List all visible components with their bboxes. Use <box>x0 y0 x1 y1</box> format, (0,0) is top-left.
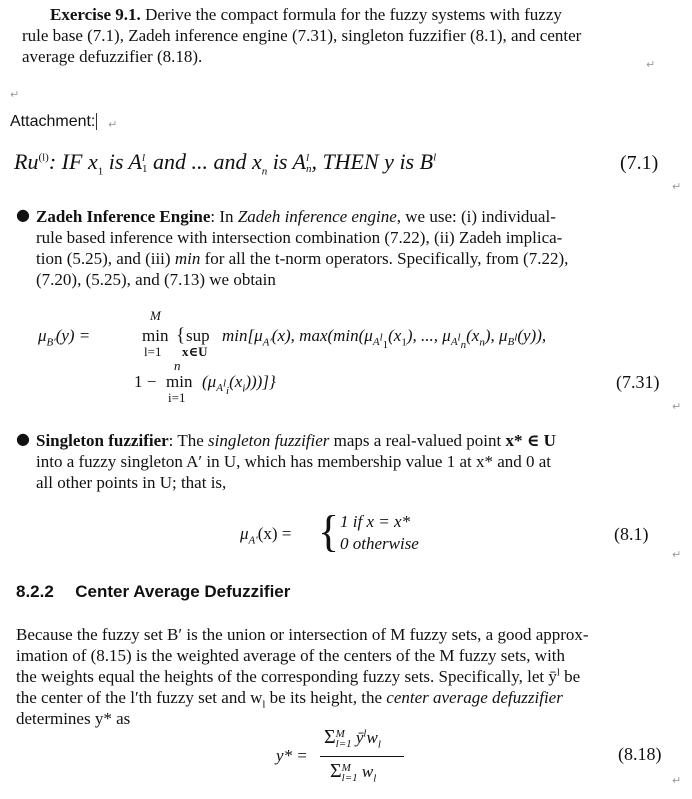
paragraph-mark: ↵ <box>646 58 656 71</box>
exercise-line-2: rule base (7.1), Zadeh inference engine (7.31), singleton fuzzifier (8.1), and center <box>22 26 582 45</box>
section-title: Center Average Defuzzifier <box>75 582 291 601</box>
body-paragraph: Because the fuzzy set B′ is the union or intersection of M fuzzy sets, a good approx- imation of (8.15) is the weighted average of the centers of the M fuzzy sets, with the weights equal the heights of the corresponding fuzzy sets. Specifically, let $ȳ^l$ be the center of the l′th fuzzy set and $w_l$ be its height, the center average defuzzifier determines y* as <box>16 625 589 728</box>
paragraph-mark: ↵ <box>672 774 682 787</box>
exercise-line-3: average defuzzifier (8.18). <box>22 47 203 66</box>
paragraph-mark: ↵ <box>10 88 20 101</box>
zadeh-paragraph: Zadeh Inference Engine: In Zadeh inference engine, we use: (i) individual- rule based inference with intersection combination (7.22), (ii) Zadeh implica- tion (5.25), and (iii) min for all the t-norm operators. Specifically, from (7.22), (7.20), (5.25), and (7.13) we obtain <box>36 207 569 289</box>
singleton-heading: Singleton fuzzifier <box>36 431 169 450</box>
rule-equation: Ru$^{(l)}$: IF $x_1$ is A l 1 and ... and $x_n$ is A l n , THEN y is $B^l$ <box>14 149 437 178</box>
equation-81: $\mu_{A'}(x)$ = { 1 if x = x* 0 otherwise <box>240 507 419 556</box>
equation-number: (8.18) <box>618 744 662 764</box>
singleton-paragraph: Singleton fuzzifier: The singleton fuzzifier maps a real-valued point x* ∈ U into a fuzzy singleton A′ in U, which has membership value 1 at x* and 0 at all other points in U; that is, <box>36 431 556 492</box>
zadeh-heading: Zadeh Inference Engine <box>36 207 211 226</box>
bullet-icon: ● <box>16 429 30 448</box>
fraction-bar <box>320 756 404 757</box>
section-number: 8.2.2 <box>16 582 54 601</box>
equation-number: (8.1) <box>614 524 649 544</box>
equation-818: y* = Σ M l=1 $ȳ^lw_l$ Σ M l=1 $w_l$ <box>270 724 430 794</box>
bullet-icon: ● <box>16 205 30 224</box>
paragraph-mark: ↵ <box>672 400 682 413</box>
paragraph-mark: ↵ <box>672 180 682 193</box>
section-heading <box>16 582 290 602</box>
exercise-paragraph <box>22 4 672 67</box>
exercise-line-1: Derive the compact formula for the fuzzy systems with fuzzy <box>145 5 562 24</box>
equation-number: (7.31) <box>616 372 660 392</box>
paragraph-mark: ↵ <box>672 548 682 561</box>
attachment-label: Attachment: <box>10 113 96 130</box>
equation-number: (7.1) <box>620 152 659 174</box>
equation-731: $\mu_{B'}(y)$ = M min l=1 { sup x∈U $\min[\mu_{A'}(x)$, $\max(\min(\mu_{A^l_1}(x_1)$, ..., $\mu_{A^l_n}(x_n)$, $\mu_{B^l}(y)$), 1 − n min i=1 $(\mu_{A^l_i}(x_i))$)]} <box>38 308 547 405</box>
exercise-label: Exercise 9.1. <box>50 5 141 24</box>
paragraph-mark: ↵ <box>108 118 118 131</box>
